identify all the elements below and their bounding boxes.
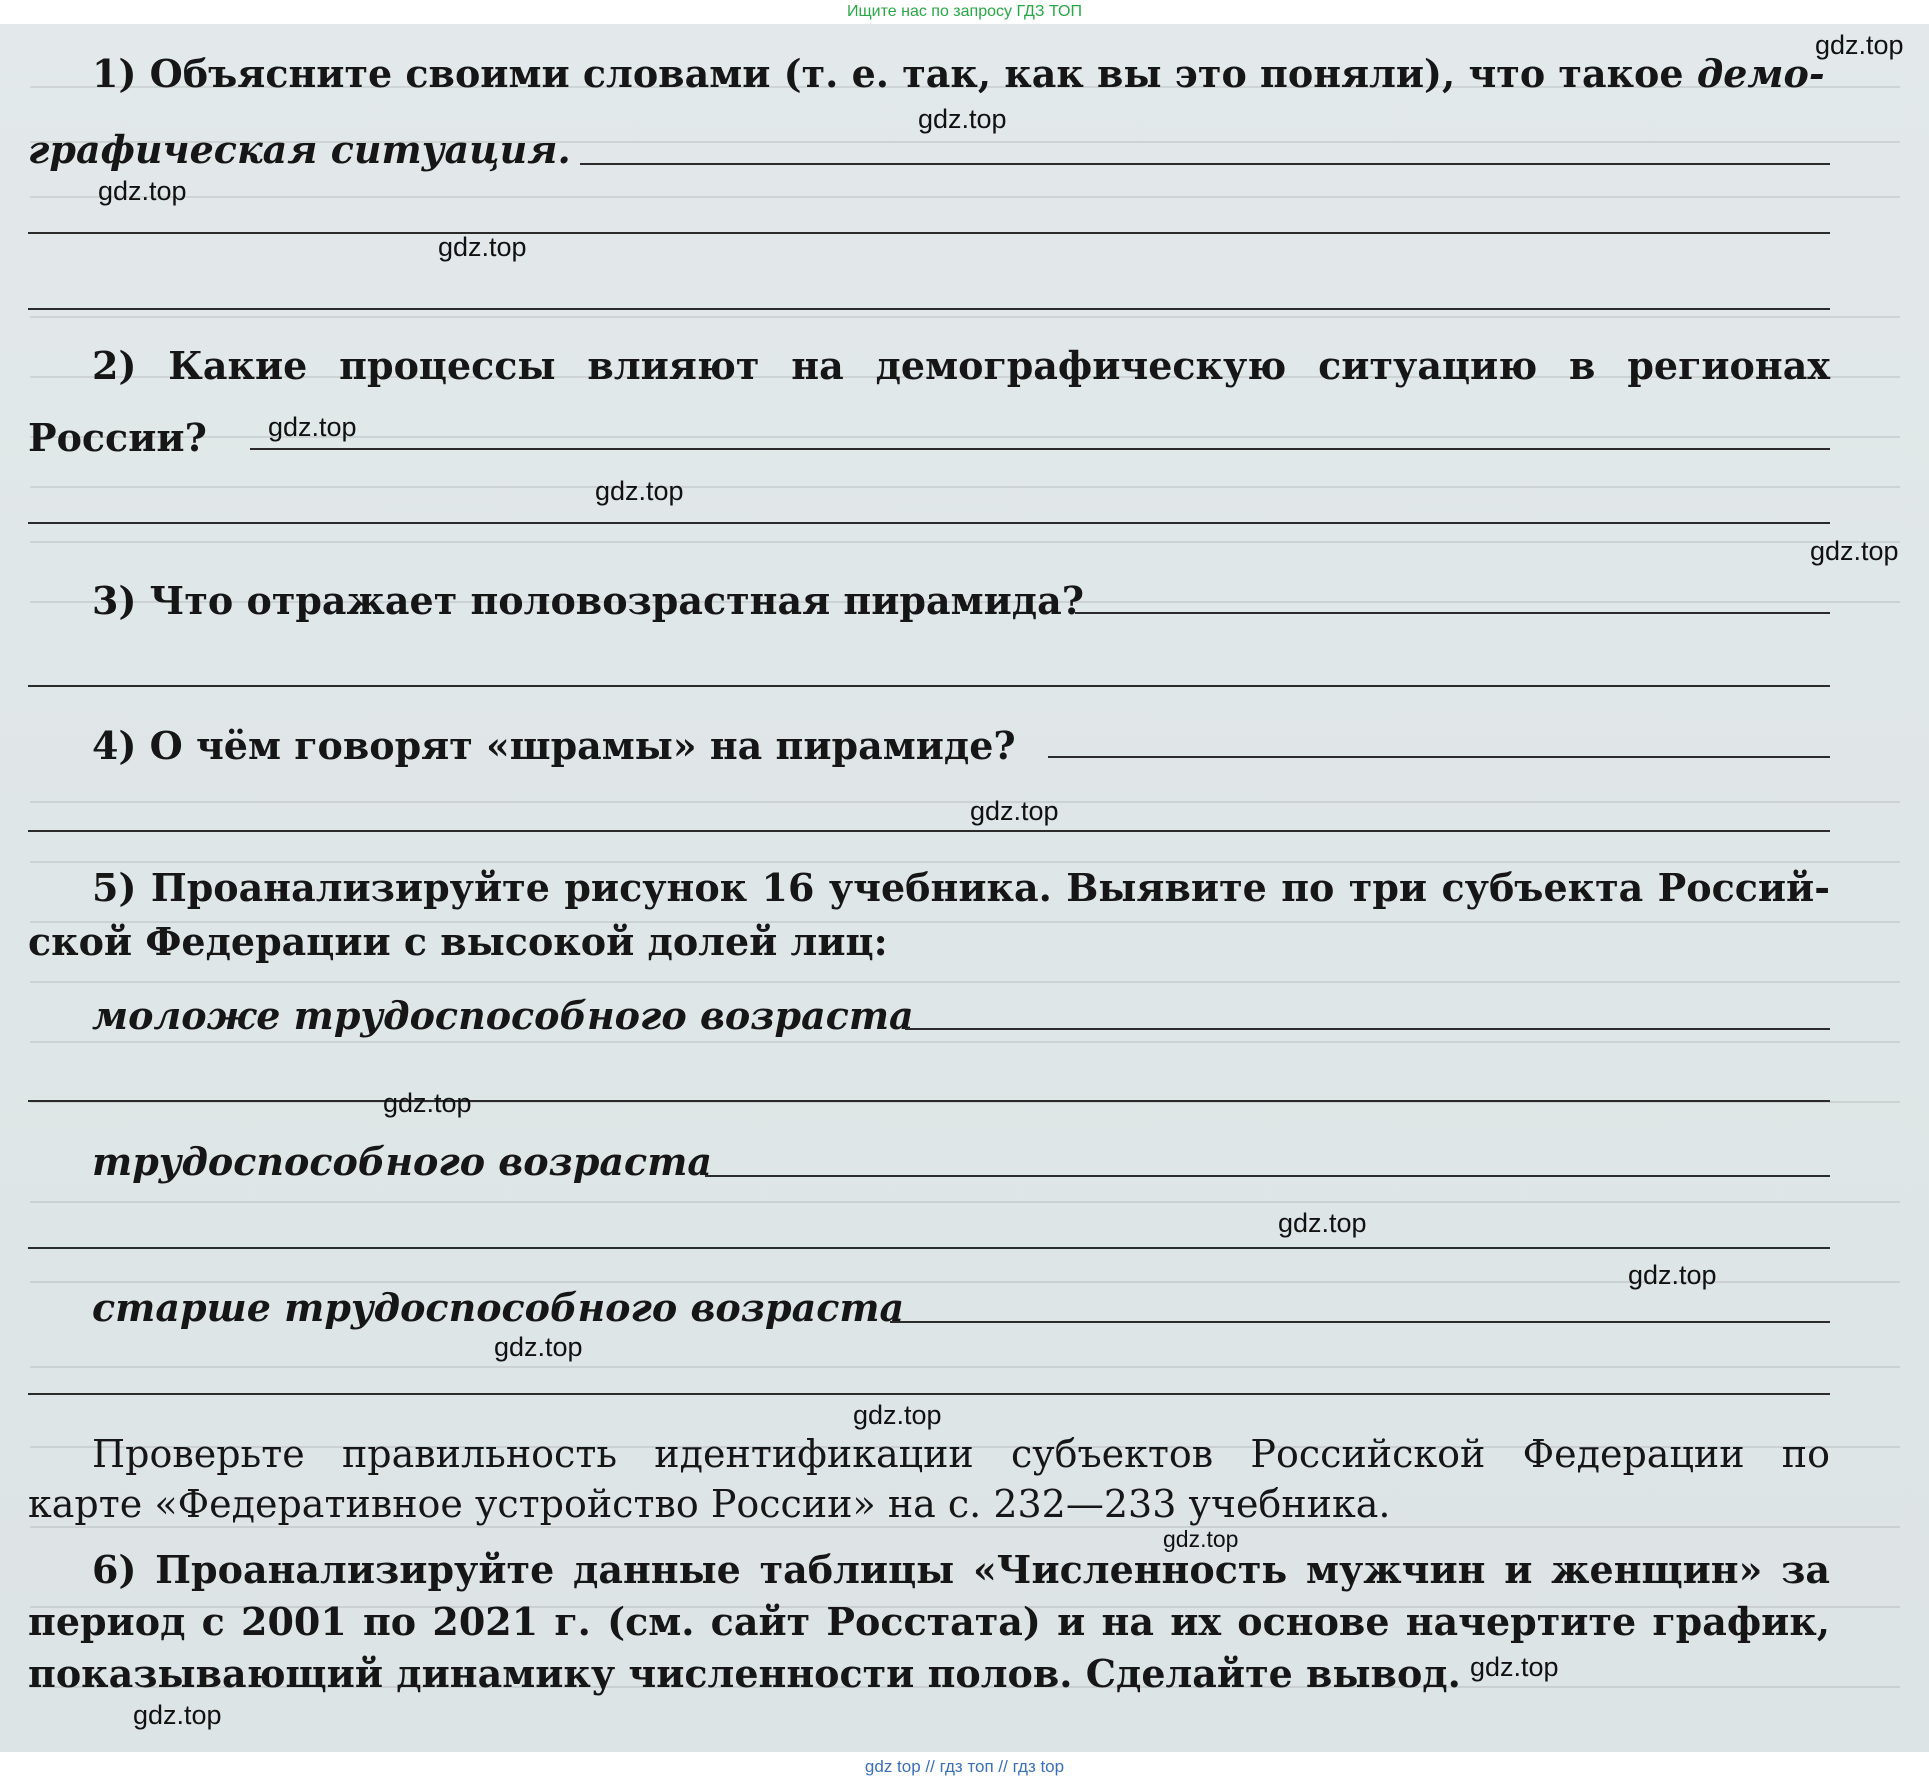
watermark: gdz.top xyxy=(1810,536,1899,566)
q4-answer-line-1[interactable] xyxy=(1048,756,1830,758)
watermark: gdz.top xyxy=(1628,1260,1717,1290)
watermark: gdz.top xyxy=(853,1400,942,1430)
watermark: gdz.top xyxy=(1163,1526,1239,1552)
watermark: gdz.top xyxy=(970,796,1059,826)
q2-answer-line-2[interactable] xyxy=(28,522,1830,524)
watermark: gdz.top xyxy=(438,232,527,262)
q1-italic-term-cont: графическая ситуация. xyxy=(28,127,571,172)
check-text-line2: карте «Федеративное устройство России» на с. 232—233 учебника. xyxy=(28,1482,1391,1526)
site-footer-text[interactable]: gdz top // гдз топ // гдз top xyxy=(864,1757,1065,1776)
q1-answer-line-3[interactable] xyxy=(28,308,1830,310)
site-banner-text[interactable]: Ищите нас по запросу ГДЗ ТОП xyxy=(847,3,1082,20)
watermark: gdz.top xyxy=(383,1088,472,1118)
q6-text-line1: 6) Проанализируйте данные таблицы «Численность мужчин и женщин» за xyxy=(92,1547,1830,1592)
q1-answer-line-1[interactable] xyxy=(580,163,1830,165)
q4-answer-line-2[interactable] xyxy=(28,830,1830,832)
watermark: gdz.top xyxy=(268,412,357,442)
q4-text: 4) О чём говорят «шрамы» на пирамиде? xyxy=(92,723,1016,768)
watermark: gdz.top xyxy=(595,476,684,506)
watermark: gdz.top xyxy=(1278,1208,1367,1238)
q5-working-answer-line-1[interactable] xyxy=(705,1175,1830,1177)
q5-old-answer-line-1[interactable] xyxy=(890,1321,1830,1323)
watermark: gdz.top xyxy=(1470,1652,1559,1682)
q2-text-line2: России? xyxy=(28,415,207,460)
q5-working-answer-line-2[interactable] xyxy=(28,1247,1830,1249)
q1-text-line1 xyxy=(92,48,1825,100)
watermark: gdz.top xyxy=(1815,30,1904,60)
q5-old-label: старше трудоспособного возраста xyxy=(92,1285,905,1330)
site-footer[interactable] xyxy=(0,1752,1929,1781)
watermark: gdz.top xyxy=(494,1332,583,1362)
q6-text-line2: период с 2001 по 2021 г. (см. сайт Росстата) и на их основе начертите график, xyxy=(28,1599,1830,1644)
q2-answer-line-1[interactable] xyxy=(250,448,1830,450)
site-banner[interactable] xyxy=(0,0,1929,24)
q5-text-line1: 5) Проанализируйте рисунок 16 учебника. Выявите по три субъекта Россий- xyxy=(92,865,1830,910)
q1-answer-line-2[interactable] xyxy=(28,232,1830,234)
q1-italic-term: демо- xyxy=(1696,51,1825,96)
q5-working-label: трудоспособного возраста xyxy=(92,1139,713,1184)
q5-young-label: моложе трудоспособного возраста xyxy=(92,993,914,1038)
watermark: gdz.top xyxy=(133,1700,222,1730)
q3-text: 3) Что отражает половозрастная пирамида? xyxy=(92,578,1085,623)
q1-text: 1) Объясните своими словами (т. е. так, как вы это поняли), что такое xyxy=(92,51,1684,96)
q3-answer-line-2[interactable] xyxy=(28,685,1830,687)
q5-young-answer-line-1[interactable] xyxy=(905,1028,1830,1030)
watermark: gdz.top xyxy=(98,176,187,206)
q3-answer-line-1[interactable] xyxy=(1075,612,1830,614)
q5-text-line2: ской Федерации с высокой долей лиц: xyxy=(28,919,888,964)
q5-young-answer-line-2[interactable] xyxy=(28,1100,1830,1102)
q2-text-line1: 2) Какие процессы влияют на демографическую ситуацию в регионах xyxy=(92,343,1830,388)
check-text-line1: Проверьте правильность идентификации субъектов Российской Федерации по xyxy=(92,1432,1830,1476)
q6-text-line3: показывающий динамику численности полов. Сделайте вывод. xyxy=(28,1651,1461,1696)
q5-old-answer-line-2[interactable] xyxy=(28,1393,1830,1395)
watermark: gdz.top xyxy=(918,104,1007,134)
